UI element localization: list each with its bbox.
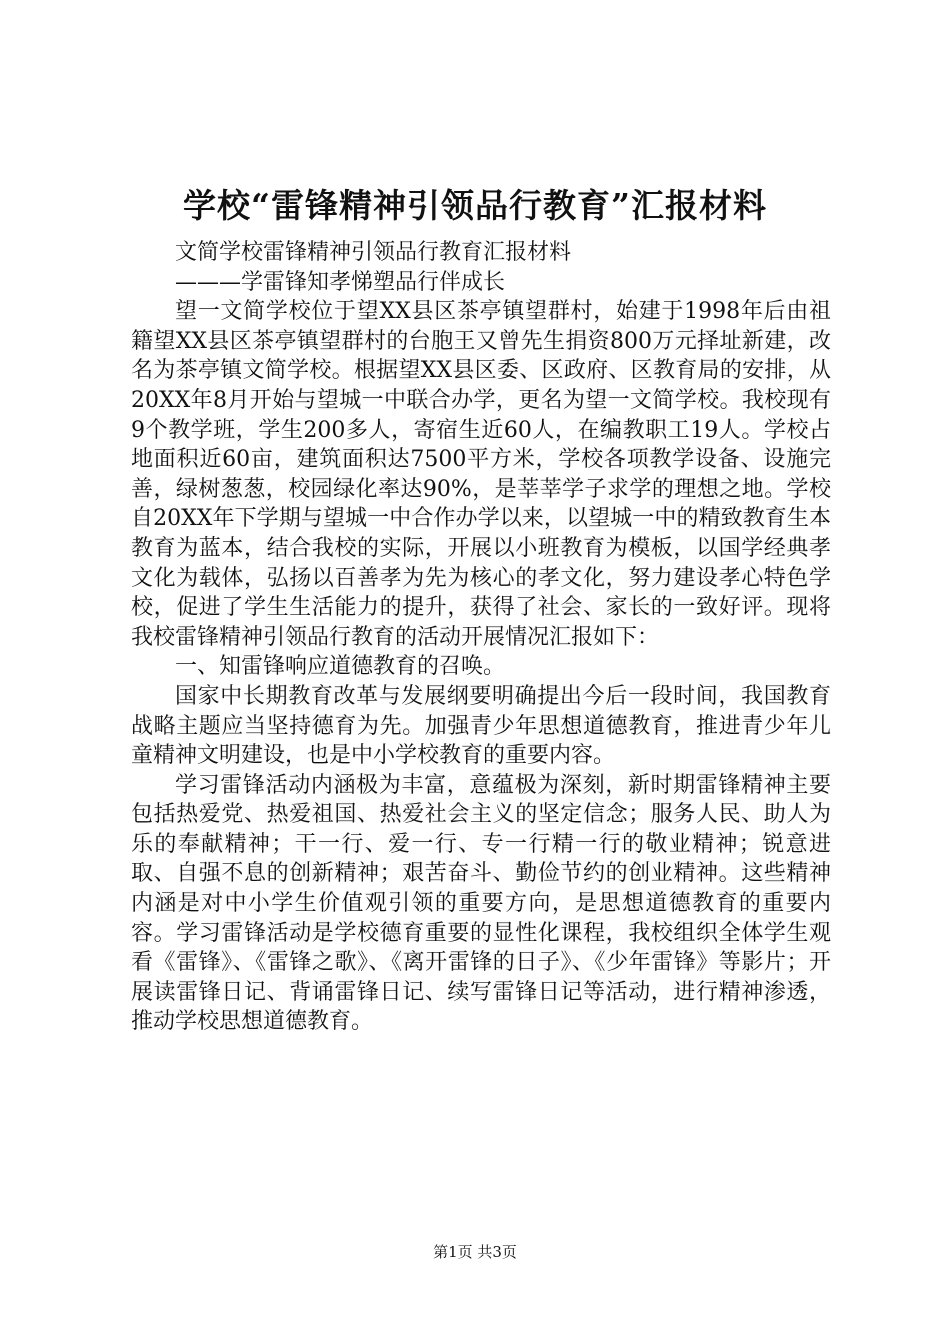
- paragraph-lei-feng-spirit: 学习雷锋活动内涵极为丰富，意蕴极为深刻，新时期雷锋精神主要包括热爱党、热爱祖国、热爱社会主义的坚定信念；服务人民、助人为乐的奉献精神；干一行、爱一行、专一行精一行的敬业精神；锐意进取、自强不息的创新精神；艰苦奋斗、勤俭节约的创业精神。这些精神内涵是对中小学生价值观引领的重要方向，是思想道德教育的重要内容。学习雷锋活动是学校德育重要的显性化课程，我校组织全体学生观看《雷锋》、《雷锋之歌》、《离开雷锋的日子》、《少年雷锋》等影片；开展读雷锋日记、背诵雷锋日记、续写雷锋日记等活动，进行精神渗透，推动学校思想道德教育。: [131, 772, 831, 1035]
- page-footer: 第1页 共3页: [433, 1243, 517, 1261]
- subtitle: 文简学校雷锋精神引领品行教育汇报材料: [175, 240, 572, 265]
- document-body: [131, 238, 831, 1037]
- section-heading: 一、知雷锋响应道德教育的召唤。: [175, 654, 506, 680]
- document-title: 学校“雷锋精神引领品行教育”汇报材料: [183, 186, 767, 225]
- paragraph-intro: 望一文简学校位于望XX县区茶亭镇望群村，始建于1998年后由祖籍望XX县区茶亭镇望群村的台胞王又曾先生捐资800万元择址新建，改名为茶亭镇文简学校。根据望XX县区委、区政府、区教育局的安排，从20XX年8月开始与望城一中联合办学，更名为望一文简学校。我校现有9个教学班，学生200多人，寄宿生近60人，在编教职工19人。学校占地面积近60亩，建筑面积达7500平方米，学校各项教学设备、设施完善，绿树葱葱，校园绿化率达90%，是莘莘学子求学的理想之地。学校自20XX年下学期与望城一中合作办学以来，以望城一中的精致教育生本教育为蓝本，结合我校的实际，开展以小班教育为模板，以国学经典孝文化为载体，弘扬以百善孝为先为核心的孝文化，努力建设孝心特色学校，促进了学生生活能力的提升，获得了社会、家长的一致好评。现将我校雷锋精神引领品行教育的活动开展情况汇报如下：: [131, 299, 831, 650]
- paragraph-policy: 国家中长期教育改革与发展纲要明确提出今后一段时间，我国教育战略主题应当坚持德育为先。加强青少年思想道德教育，推进青少年儿童精神文明建设，也是中小学校教育的重要内容。: [131, 683, 831, 769]
- subtitle-secondary: ———学雷锋知孝悌塑品行伴成长: [175, 269, 506, 295]
